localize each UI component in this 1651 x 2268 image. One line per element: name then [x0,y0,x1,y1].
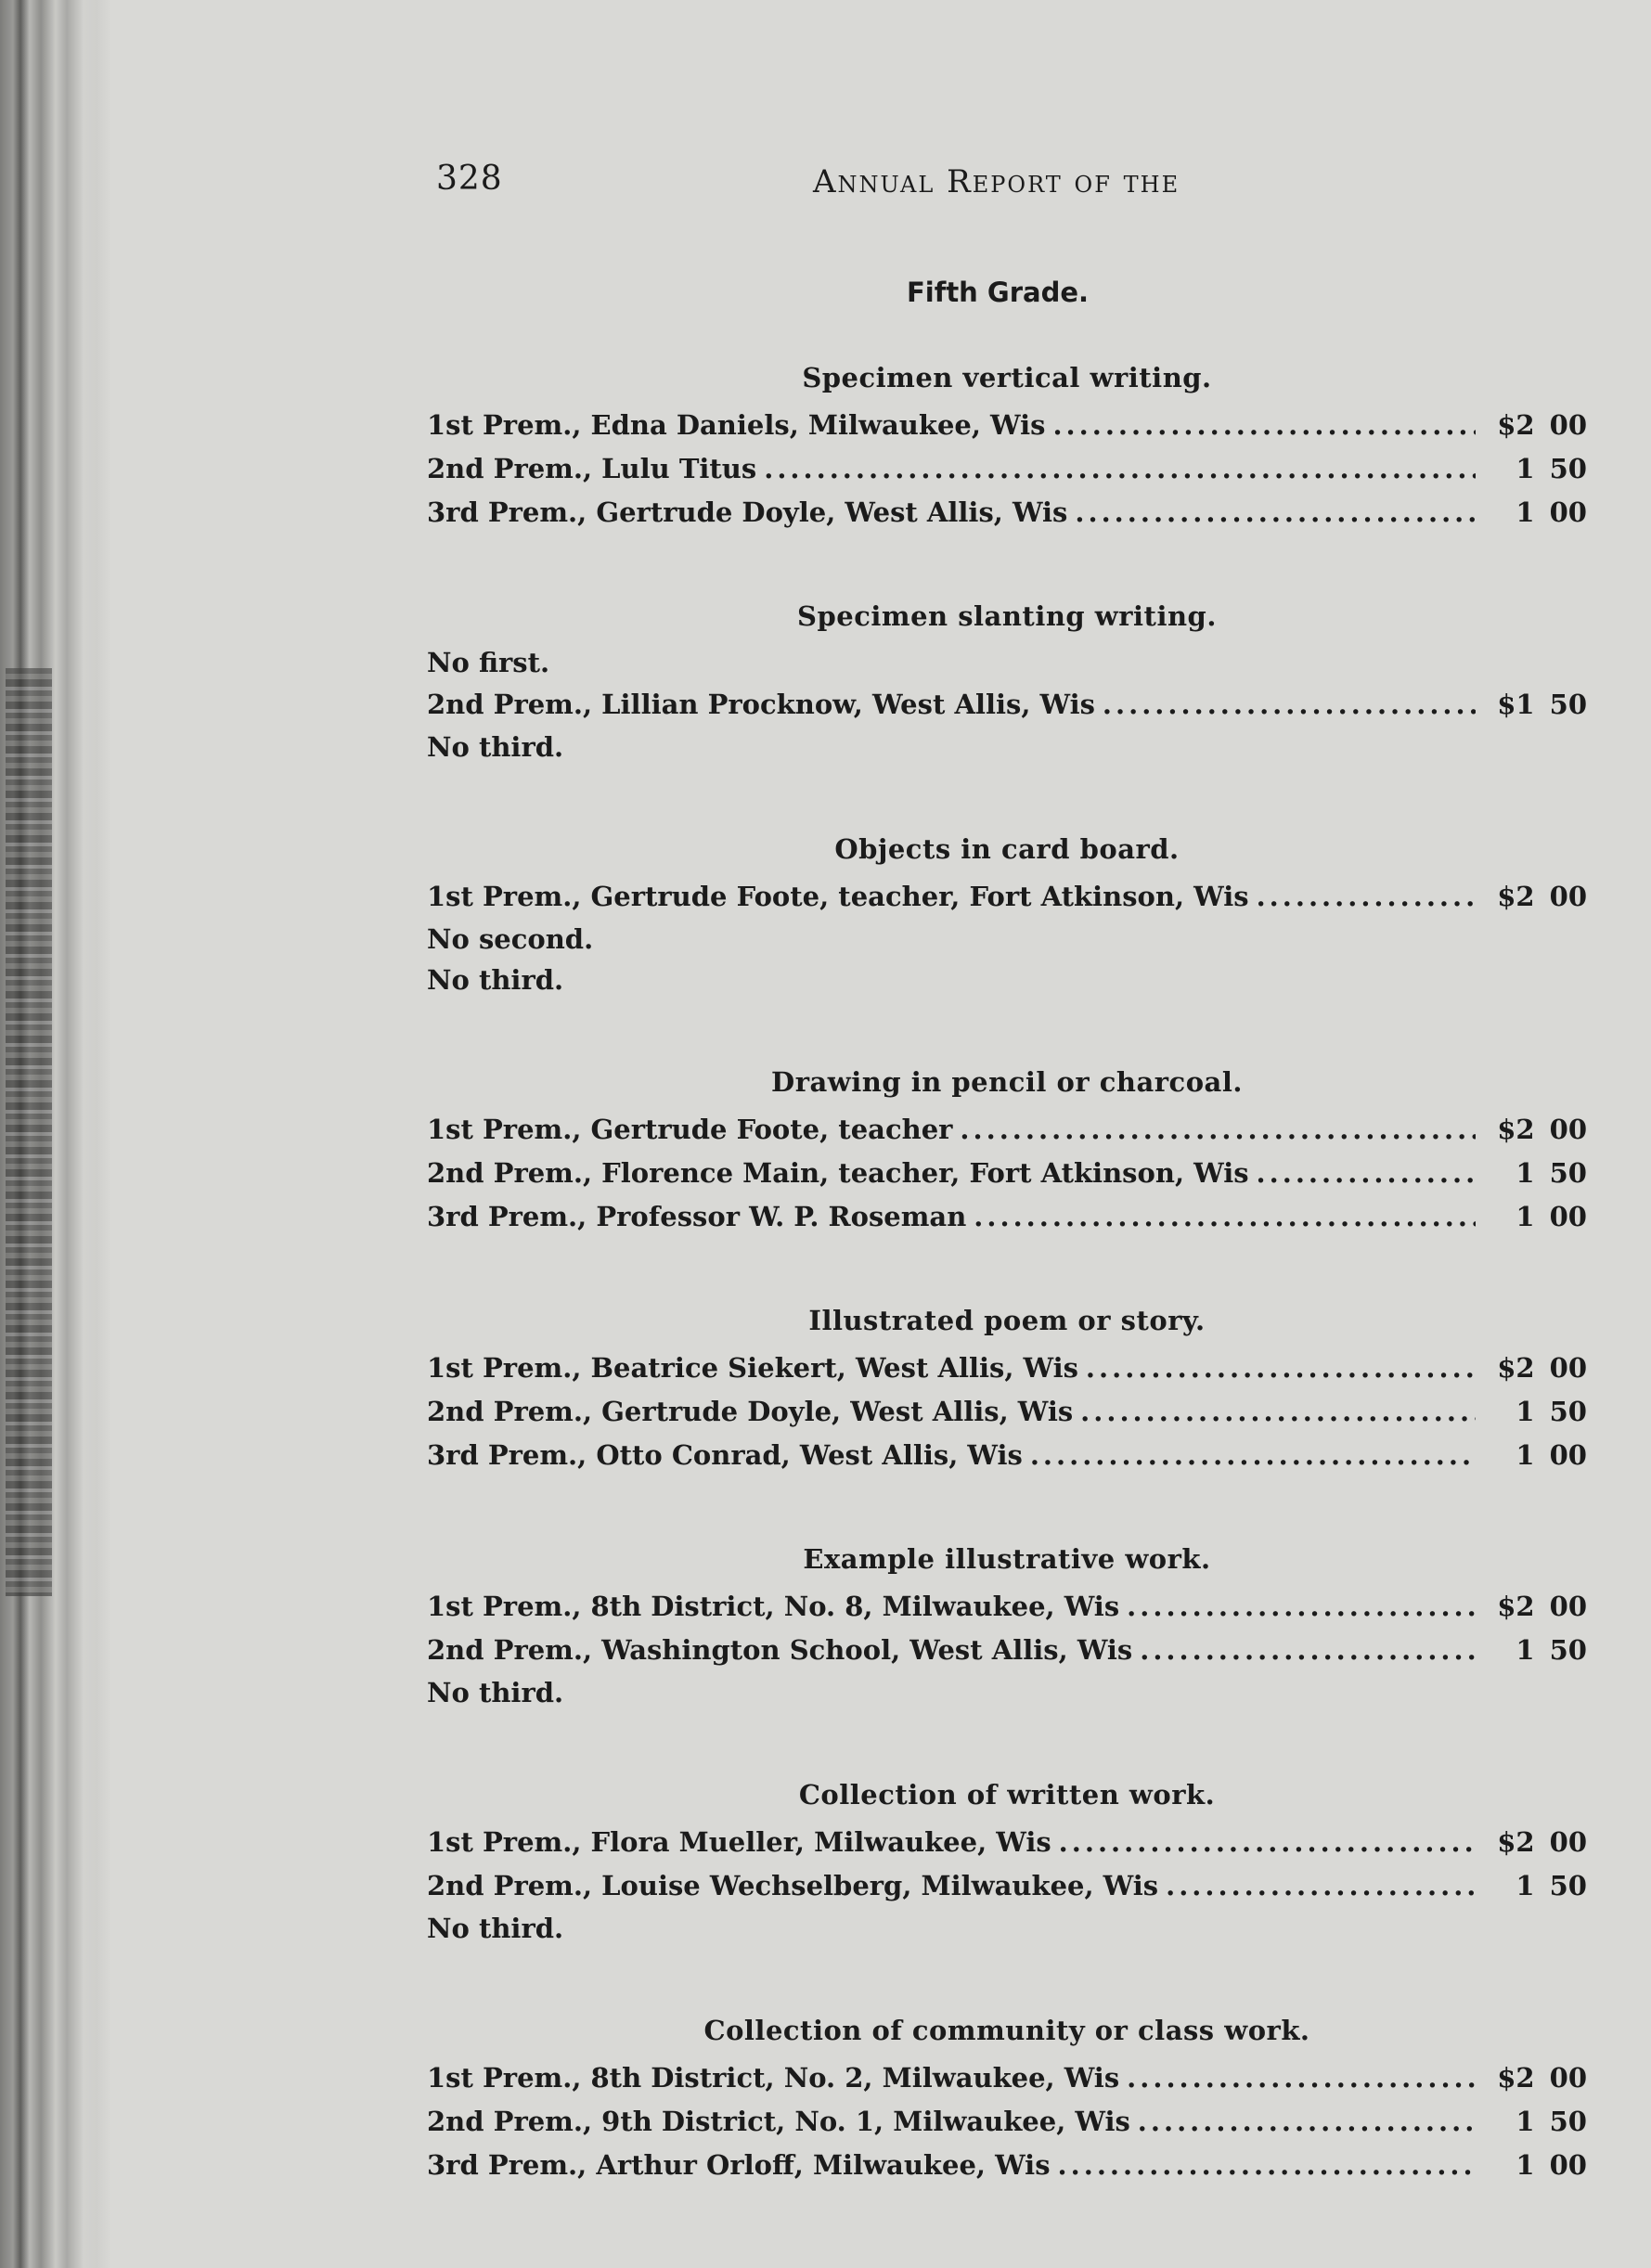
entry-recipient: 3rd Prem., Otto Conrad, West Allis, Wis [427,1439,1023,1471]
entry-amount: 1 50 [1516,1870,1587,1901]
premium-entry [427,1195,1587,1239]
entry-amount: $2 00 [1497,2062,1587,2094]
dot-leader [974,1195,1476,1239]
dot-leader [1058,2144,1476,2187]
entry-amount: 1 00 [1516,1439,1587,1471]
premium-entry [427,2056,1587,2100]
no-award-note: No third. [427,1913,564,1944]
premium-entry [427,1821,1587,1864]
premium-entry [427,683,1587,727]
no-award-note: No third. [427,1677,564,1708]
section-title: Drawing in pencil or charcoal. [771,1066,1243,1098]
entry-recipient: 2nd Prem., Gertrude Doyle, West Allis, Wis [427,1396,1074,1427]
premium-entry [427,404,1587,447]
dot-leader [1138,2100,1476,2144]
entry-recipient: 2nd Prem., Louise Wechselberg, Milwaukee, Wis [427,1870,1159,1901]
entry-amount: $2 00 [1497,1352,1587,1384]
dot-leader [1127,2056,1476,2100]
page-number: 328 [436,160,503,198]
section-title: Specimen slanting writing. [797,600,1217,632]
premium-section [427,357,1587,535]
section-title: Example illustrative work. [803,1543,1211,1575]
premium-entry [427,1347,1587,1390]
premium-section [427,596,1587,767]
dot-leader [1140,1629,1476,1672]
grade-heading: Fifth Grade. [906,277,1090,308]
section-title: Objects in card board. [834,833,1180,865]
running-head [436,160,1587,215]
no-award-note: No second. [427,923,594,955]
premium-entry [427,2100,1587,2144]
running-title: Annual Report of the [813,163,1180,200]
entry-amount: 1 00 [1516,2149,1587,2181]
section-title: Specimen vertical writing. [802,362,1212,393]
dot-leader [1103,683,1476,727]
premium-entry [427,1585,1587,1629]
dot-leader [1257,875,1476,919]
premium-section [427,829,1587,1000]
entry-recipient: 1st Prem., 8th District, No. 2, Milwaukee, Wis [427,2062,1120,2094]
no-award-note: No third. [427,964,564,996]
entry-recipient: 1st Prem., Gertrude Foote, teacher, Fort Atkinson, Wis [427,881,1249,912]
entry-amount: $2 00 [1497,409,1587,441]
premium-section [427,1774,1587,1949]
premium-section [427,2010,1587,2187]
entry-amount: 1 00 [1516,1201,1587,1232]
dot-leader [1080,1390,1476,1434]
entry-recipient: 1st Prem., Beatrice Siekert, West Allis, Wis [427,1352,1078,1384]
dot-leader [1257,1152,1476,1195]
entry-recipient: 2nd Prem., Lillian Procknow, West Allis, Wis [427,689,1095,720]
premium-section [427,1062,1587,1239]
entry-recipient: 2nd Prem., Lulu Titus [427,453,757,484]
entry-recipient: 3rd Prem., Gertrude Doyle, West Allis, Wis [427,496,1068,528]
dot-leader [1059,1821,1476,1864]
entry-recipient: 1st Prem., 8th District, No. 8, Milwaukee, Wis [427,1591,1120,1622]
section-title: Illustrated poem or story. [808,1305,1206,1336]
entry-amount: $2 00 [1497,1114,1587,1145]
dot-leader [1127,1585,1476,1629]
dot-leader [1086,1347,1476,1390]
premium-section [427,1300,1587,1477]
premium-entry [427,1434,1587,1477]
entry-recipient: 1st Prem., Flora Mueller, Milwaukee, Wis [427,1826,1051,1858]
entry-recipient: 1st Prem., Edna Daniels, Milwaukee, Wis [427,409,1046,441]
entry-amount: 1 50 [1516,1396,1587,1427]
premium-entry [427,1152,1587,1195]
premium-section [427,1539,1587,1713]
entry-recipient: 3rd Prem., Professor W. P. Roseman [427,1201,967,1232]
premium-entry [427,2144,1587,2187]
no-award-note: No first. [427,647,550,678]
premium-entry [427,1629,1587,1672]
dot-leader [764,447,1476,491]
entry-amount: $2 00 [1497,1826,1587,1858]
dot-leader [1030,1434,1476,1477]
premium-entry [427,875,1587,919]
entry-amount: 1 50 [1516,1157,1587,1189]
entry-amount: 1 00 [1516,496,1587,528]
entry-recipient: 3rd Prem., Arthur Orloff, Milwaukee, Wis [427,2149,1051,2181]
entry-recipient: 1st Prem., Gertrude Foote, teacher [427,1114,953,1145]
premium-sections [427,357,1587,2249]
premium-entry [427,447,1587,491]
dot-leader [960,1108,1476,1152]
report-page [408,139,1587,2227]
entry-amount: 1 50 [1516,453,1587,484]
premium-entry [427,1108,1587,1152]
entry-recipient: 2nd Prem., Washington School, West Allis, Wis [427,1634,1133,1666]
dot-leader [1166,1864,1476,1908]
binding-library-label [6,668,52,1596]
section-title: Collection of community or class work. [703,2015,1310,2046]
book-binding-edge [0,0,111,2268]
section-title: Collection of written work. [798,1779,1216,1811]
entry-amount: $1 50 [1497,689,1587,720]
entry-amount: $2 00 [1497,881,1587,912]
entry-recipient: 2nd Prem., Florence Main, teacher, Fort Atkinson, Wis [427,1157,1249,1189]
entry-recipient: 2nd Prem., 9th District, No. 1, Milwaukee, Wis [427,2106,1130,2137]
dot-leader [1052,404,1476,447]
dot-leader [1075,491,1476,535]
entry-amount: 1 50 [1516,1634,1587,1666]
entry-amount: 1 50 [1516,2106,1587,2137]
entry-amount: $2 00 [1497,1591,1587,1622]
premium-entry [427,491,1587,535]
premium-entry [427,1864,1587,1908]
premium-entry [427,1390,1587,1434]
no-award-note: No third. [427,731,564,763]
